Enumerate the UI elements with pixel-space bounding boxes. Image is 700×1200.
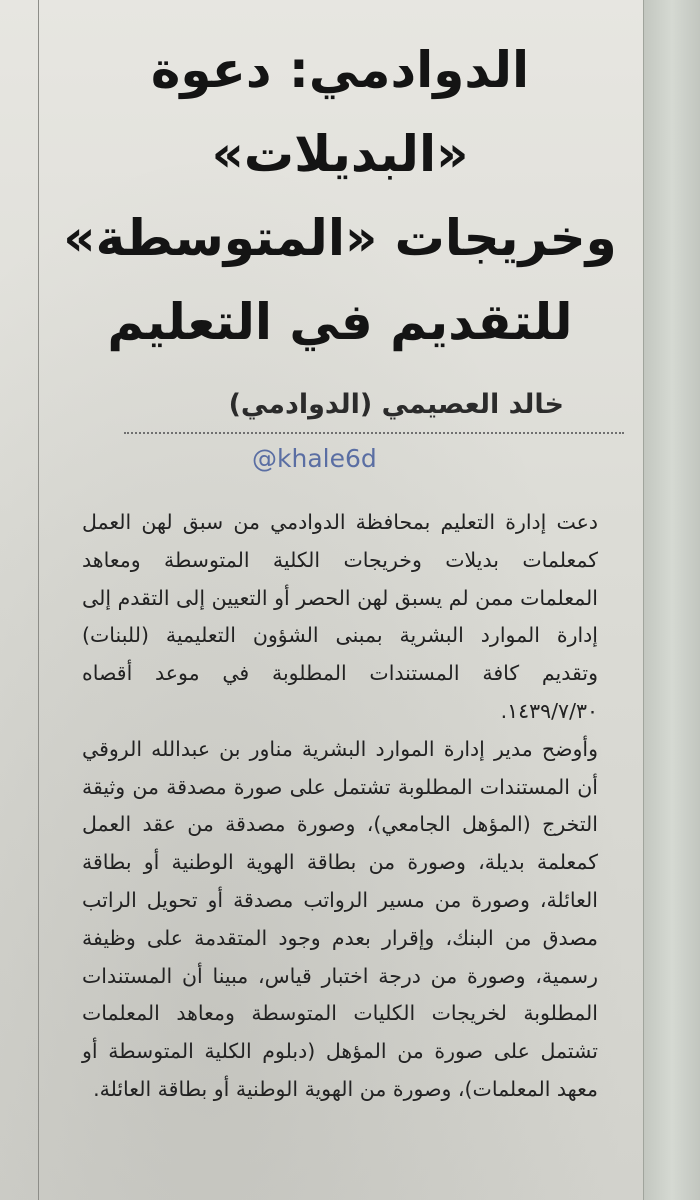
article-paragraph-2: وأوضح مدير إدارة الموارد البشرية مناور بن عبدالله الروقي أن المستندات المطلوبة تشتمل على صورة مصدقة من وثيقة التخرج (المؤهل الجامعي)، وصورة مصدقة من عقد العمل كمعلمة بديلة، وصورة من بطاقة الهوية الوطنية أو بطاقة العائلة، وصورة من مسير الرواتب مصدقة أو تحويل الراتب مصدق من البنك، وإقرار بعدم وجود المتقدمة على وظيفة رسمية، وصورة من درجة اختبار قياس، مبينا أن المستندات المطلوبة لخريجات الكليات المتوسطة ومعاهد المعلمات تشتمل على صورة من المؤهل (دبلوم الكلية المتوسطة أو معهد المعلمات)، وصورة من الهوية الوطنية أو بطاقة العائلة. (82, 736, 598, 1101)
author-byline: خالد العصيمي (الدوادمي) (228, 389, 564, 420)
article-headline (52, 28, 624, 364)
headline-line-3: للتقديم في التعليم (107, 293, 573, 351)
column-rule-right (643, 0, 644, 1200)
page-fold-shadow (644, 0, 700, 1200)
article-body (52, 504, 624, 1109)
headline-line-2: وخريجات «المتوسطة» (63, 209, 617, 267)
article-paragraph-1: دعت إدارة التعليم بمحافظة الدوادمي من سبق لهن العمل كمعلمات بديلات وخريجات الكلية المتوسطة ومعاهد المعلمات ممن لم يسبق لهن الحصر أو التعيين إلى التقدم إلى إدارة الموارد البشرية بمبنى الشؤون التعليمية (للبنات) وتقديم كافة المستندات المطلوبة في موعد أقصاه ١٤٣٩/٧/٣٠. (82, 510, 598, 723)
byline-block (52, 388, 624, 422)
twitter-handle: @khale6d (252, 444, 377, 473)
news-article (52, 28, 624, 1109)
column-rule-left (38, 0, 39, 1200)
byline-divider (124, 432, 624, 434)
headline-line-1: الدوادمي: دعوة «البديلات» (150, 41, 530, 183)
